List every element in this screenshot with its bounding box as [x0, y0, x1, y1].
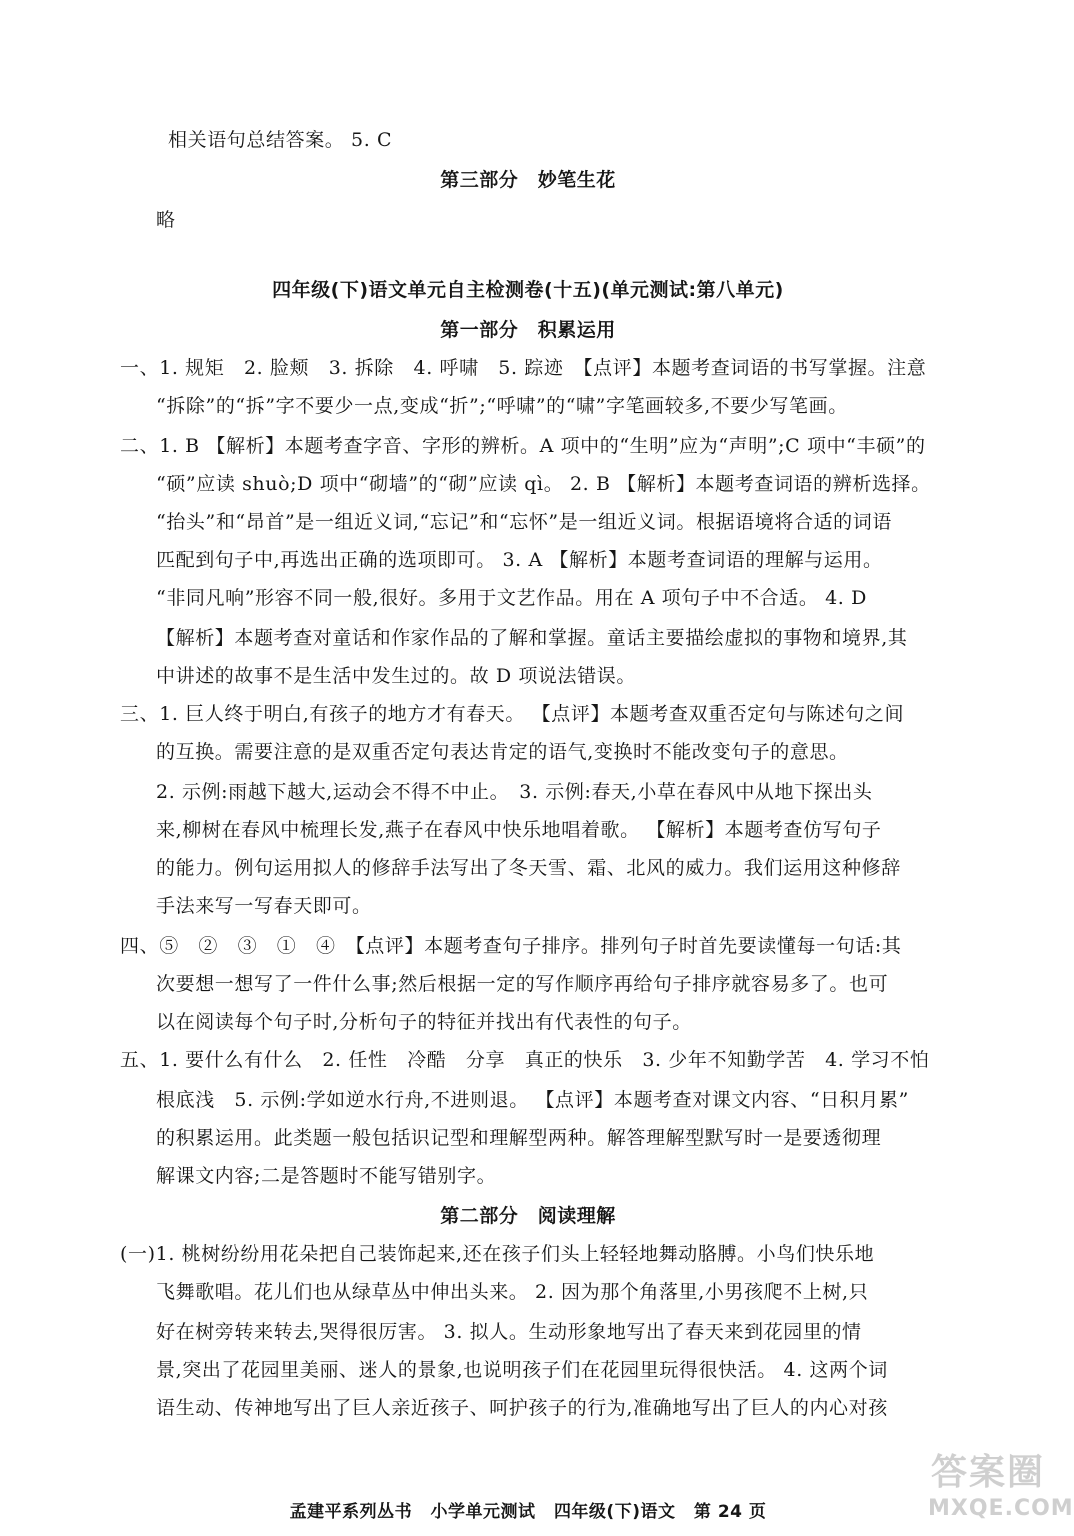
answer-line: 二、1. B 【解析】本题考查字音、字形的辨析。A 项中的“生明”应为“声明”;C 项中“丰硕”的	[120, 435, 926, 457]
answer-line: 次要想一想写了一件什么事;然后根据一定的写作顺序再给句子排序就容易多了。也可	[156, 973, 889, 995]
answer-line: 飞舞歌唱。花儿们也从绿草丛中伸出头来。 2. 因为那个角落里,小男孩爬不上树,只	[156, 1281, 869, 1303]
answer-line: 五、1. 要什么有什么 2. 任性 冷酷 分享 真正的快乐 3. 少年不知勤学苦 4. 学习不怕	[120, 1049, 930, 1071]
answer-line: 语生动、传神地写出了巨人亲近孩子、呵护孩子的行为,准确地写出了巨人的内心对孩	[156, 1397, 888, 1419]
answer-line: 三、1. 巨人终于明白,有孩子的地方才有春天。 【点评】本题考查双重否定句与陈述句之间	[120, 703, 905, 725]
answer-line: 2. 示例:雨越下越大,运动会不得不中止。 3. 示例:春天,小草在春风中从地下探出头	[156, 781, 873, 803]
answer-line: 的互换。需要注意的是双重否定句表达肯定的语气,变换时不能改变句子的意思。	[156, 741, 849, 763]
footer-page-number: 第 24 页	[693, 1502, 767, 1522]
answer-line: 四、⑤ ② ③ ① ④ 【点评】本题考查句子排序。排列句子时首先要读懂每一句话:其	[120, 935, 902, 957]
answer-line: 来,柳树在春风中梳理长发,燕子在春风中快乐地唱着歌。 【解析】本题考查仿写句子	[156, 819, 882, 841]
exam-title: 四年级(下)语文单元自主检测卷(十五)(单元测试:第八单元)	[272, 279, 784, 301]
answer-line: 解课文内容;二是答题时不能写错别字。	[156, 1165, 497, 1187]
watermark-text-en: MXQE.COM	[928, 1496, 1074, 1521]
answer-line: 景,突出了花园里美丽、迷人的景象,也说明孩子们在花园里玩得很快活。 4. 这两个词	[156, 1359, 888, 1381]
page-footer	[0, 1500, 1056, 1524]
answer-line: 中讲述的故事不是生活中发生过的。故 D 项说法错误。	[156, 665, 636, 687]
answer-line: “拆除”的“拆”字不要少一点,变成“折”;“呼啸”的“啸”字笔画较多,不要少写笔画。	[156, 395, 848, 417]
watermark-text-cn: 答案圈	[930, 1452, 1045, 1493]
watermark-logo	[928, 1450, 1074, 1530]
answer-line: 【解析】本题考查对童话和作家作品的了解和掌握。童话主要描绘虚拟的事物和境界,其	[156, 627, 908, 649]
part3-body: 略	[156, 209, 176, 231]
answer-line: “非同凡响”形容不同一般,很好。多用于文艺作品。用在 A 项句子中不合适。 4. D	[156, 587, 867, 609]
section-heading-part3: 第三部分 妙笔生花	[440, 169, 616, 191]
answer-line: 手法来写一写春天即可。	[156, 895, 372, 917]
answer-line: “抬头”和“昂首”是一组近义词,“忘记”和“忘怀”是一组近义词。根据语境将合适的词语	[156, 511, 892, 533]
section-heading-part2: 第二部分 阅读理解	[440, 1205, 616, 1227]
footer-series: 孟建平系列丛书	[289, 1502, 413, 1522]
continuation-line: 相关语句总结答案。 5. C	[168, 129, 393, 151]
answer-line: 匹配到句子中,再选出正确的选项即可。 3. A 【解析】本题考查词语的理解与运用。	[156, 549, 883, 571]
answer-line: “硕”应读 shuò;D 项中“砌墙”的“砌”应读 qì。 2. B 【解析】本题考查词语的辨析选择。	[156, 473, 931, 495]
footer-book: 小学单元测试	[430, 1502, 536, 1522]
footer-grade: 四年级(下)语文	[553, 1502, 676, 1522]
section-heading-part1: 第一部分 积累运用	[440, 319, 616, 341]
answer-line: 根底浅 5. 示例:学如逆水行舟,不进则退。 【点评】本题考查对课文内容、“日积月累”	[156, 1089, 909, 1111]
answer-line: 的积累运用。此类题一般包括识记型和理解型两种。解答理解型默写时一是要透彻理	[156, 1127, 882, 1149]
answer-line: 以在阅读每个句子时,分析句子的特征并找出有代表性的句子。	[156, 1011, 692, 1033]
answer-line: 好在树旁转来转去,哭得很厉害。 3. 拟人。生动形象地写出了春天来到花园里的情	[156, 1321, 862, 1343]
answer-line: (一)1. 桃树纷纷用花朵把自己装饰起来,还在孩子们头上轻轻地舞动胳膊。小鸟们快乐地	[120, 1243, 875, 1265]
answer-line: 一、1. 规矩 2. 脸颊 3. 拆除 4. 呼啸 5. 踪迹 【点评】本题考查词语的书写掌握。注意	[120, 357, 927, 379]
answer-line: 的能力。例句运用拟人的修辞手法写出了冬天雪、霜、北风的威力。我们运用这种修辞	[156, 857, 901, 879]
